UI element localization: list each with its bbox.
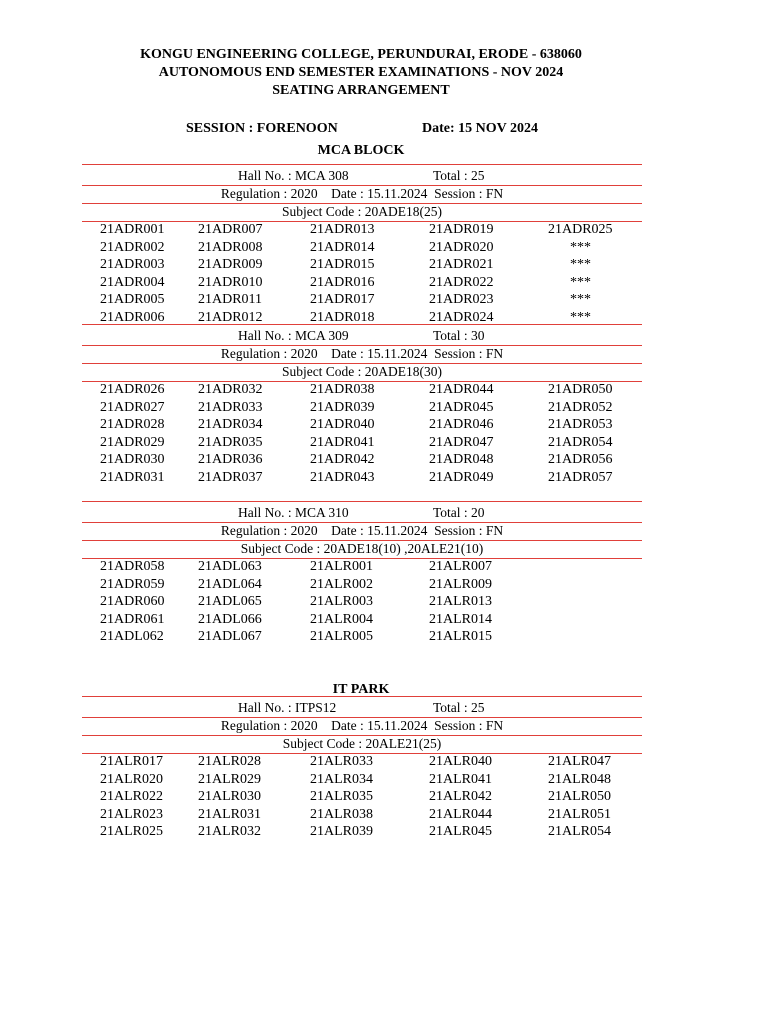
- roll-number: 21ADR044: [429, 382, 494, 397]
- hall-number: Hall No. : MCA 308: [238, 168, 349, 183]
- session-date: Date: 15 NOV 2024: [422, 121, 539, 136]
- roll-number: 21ALR002: [310, 576, 373, 592]
- roll-number: 21ADL063: [198, 559, 262, 574]
- roll-number: 21ALR025: [100, 824, 163, 840]
- subject-code: Subject Code : 20ADE18(25): [281, 204, 443, 219]
- hall-total: Total : 25: [433, 700, 485, 715]
- roll-number: 21ADR047: [429, 434, 494, 450]
- roll-number: 21ADR006: [100, 310, 165, 325]
- roll-number: 21ADR026: [100, 382, 165, 397]
- roll-number: 21ADR053: [548, 417, 613, 433]
- roll-number: 21ALR005: [310, 629, 373, 645]
- roll-number: 21ADR004: [100, 274, 165, 290]
- roll-number: ***: [570, 292, 591, 308]
- roll-number: 21ADR035: [198, 434, 263, 450]
- roll-number: 21ALR038: [310, 806, 373, 822]
- hall-number: Hall No. : MCA 309: [238, 328, 349, 343]
- roll-number: 21ADR048: [429, 452, 494, 468]
- divider: [82, 164, 642, 165]
- roll-number: 21ALR045: [429, 824, 492, 840]
- roll-number: 21ADR013: [310, 222, 375, 237]
- roll-number: 21ALR029: [198, 771, 261, 787]
- roll-number: 21ADR046: [429, 417, 494, 433]
- regulation-line: Regulation : 2020 Date : 15.11.2024 Session : FN: [220, 523, 504, 538]
- roll-number: 21ALR023: [100, 806, 163, 822]
- roll-number: 21ADR028: [100, 417, 165, 433]
- roll-number: 21ADR045: [429, 399, 494, 415]
- roll-number: 21ADL066: [198, 611, 262, 627]
- roll-number: 21ALR022: [100, 789, 163, 805]
- roll-number: 21ADR001: [100, 222, 165, 237]
- roll-number: 21ALR014: [429, 611, 492, 627]
- roll-number: 21ADR007: [198, 222, 263, 237]
- subject-code: Subject Code : 20ADE18(10) ,20ALE21(10): [240, 541, 484, 556]
- hall-number: Hall No. : ITPS12: [238, 700, 337, 715]
- roll-number: 21ALR050: [548, 789, 611, 805]
- roll-number: 21ALR039: [310, 824, 373, 840]
- block-title: IT PARK: [332, 682, 390, 697]
- block-title: MCA BLOCK: [317, 143, 405, 158]
- roll-number: 21ADR024: [429, 310, 494, 325]
- roll-number: 21ADR012: [198, 310, 263, 325]
- regulation-line: Regulation : 2020 Date : 15.11.2024 Session : FN: [220, 718, 504, 733]
- roll-number: 21ADR016: [310, 274, 375, 290]
- roll-number: 21ADR041: [310, 434, 375, 450]
- roll-number: 21ALR040: [429, 754, 492, 769]
- hall-total: Total : 30: [433, 328, 485, 343]
- roll-number: 21ALR035: [310, 789, 373, 805]
- roll-number: 21ADR042: [310, 452, 375, 468]
- roll-number: 21ADR052: [548, 399, 613, 415]
- roll-number: 21ADR017: [310, 292, 375, 308]
- roll-number: 21ADR021: [429, 257, 494, 273]
- roll-number: 21ALR009: [429, 576, 492, 592]
- roll-number: 21ADR029: [100, 434, 165, 450]
- roll-number: 21ALR034: [310, 771, 373, 787]
- roll-number: 21ADR036: [198, 452, 263, 468]
- roll-number: ***: [570, 274, 591, 290]
- exam-title: AUTONOMOUS END SEMESTER EXAMINATIONS - NOV 2024: [158, 65, 564, 80]
- roll-number: 21ADR010: [198, 274, 263, 290]
- roll-number: 21ADR031: [100, 470, 165, 485]
- roll-number: 21ADR002: [100, 239, 165, 255]
- roll-number: 21ADR005: [100, 292, 165, 308]
- roll-number: 21ADL062: [100, 629, 164, 645]
- divider: [82, 696, 642, 697]
- roll-number: 21ADR033: [198, 399, 263, 415]
- roll-number: 21ADR015: [310, 257, 375, 273]
- roll-number: 21ADR037: [198, 470, 263, 485]
- roll-number: 21ALR030: [198, 789, 261, 805]
- roll-number: 21ALR041: [429, 771, 492, 787]
- roll-number: ***: [570, 239, 591, 255]
- roll-number: 21ADR003: [100, 257, 165, 273]
- roll-number: 21ADL067: [198, 629, 262, 645]
- roll-number: 21ADR058: [100, 559, 165, 574]
- roll-number: 21ADR022: [429, 274, 494, 290]
- roll-number: 21ADR019: [429, 222, 494, 237]
- roll-number: 21ADR050: [548, 382, 613, 397]
- regulation-line: Regulation : 2020 Date : 15.11.2024 Session : FN: [220, 186, 504, 201]
- roll-number: 21ALR033: [310, 754, 373, 769]
- roll-number: 21ADR054: [548, 434, 613, 450]
- roll-number: 21ADR027: [100, 399, 165, 415]
- roll-number: 21ADL065: [198, 594, 262, 610]
- hall-row: [82, 167, 642, 185]
- roll-number: 21ADR014: [310, 239, 375, 255]
- hall-row: [82, 699, 642, 717]
- roll-number: 21ADR008: [198, 239, 263, 255]
- regulation-line: Regulation : 2020 Date : 15.11.2024 Session : FN: [220, 346, 504, 361]
- roll-number: 21ADR061: [100, 611, 165, 627]
- roll-number: 21ALR020: [100, 771, 163, 787]
- roll-number: 21ALR015: [429, 629, 492, 645]
- roll-number: 21ADR039: [310, 399, 375, 415]
- roll-number: 21ALR004: [310, 611, 373, 627]
- roll-number: 21ADR032: [198, 382, 263, 397]
- roll-number: 21ALR032: [198, 824, 261, 840]
- roll-number: 21ADR057: [548, 470, 613, 485]
- college-title: KONGU ENGINEERING COLLEGE, PERUNDURAI, ERODE - 638060: [140, 47, 582, 62]
- roll-number: 21ADR040: [310, 417, 375, 433]
- roll-number: 21ADR034: [198, 417, 263, 433]
- roll-number: 21ADR011: [198, 292, 263, 308]
- divider: [82, 501, 642, 502]
- roll-number: 21ADR020: [429, 239, 494, 255]
- hall-total: Total : 25: [433, 168, 485, 183]
- roll-number: 21ALR054: [548, 824, 611, 840]
- roll-number: 21ALR028: [198, 754, 261, 769]
- session-label: SESSION : FORENOON: [186, 121, 338, 136]
- roll-number: 21ADR018: [310, 310, 375, 325]
- roll-number: 21ADR023: [429, 292, 494, 308]
- roll-number: 21ALR042: [429, 789, 492, 805]
- hall-total: Total : 20: [433, 505, 485, 520]
- roll-number: ***: [570, 310, 591, 325]
- subject-code: Subject Code : 20ADE18(30): [281, 364, 443, 379]
- roll-number: ***: [570, 257, 591, 273]
- roll-number: 21ALR007: [429, 559, 492, 574]
- roll-number: 21ALR013: [429, 594, 492, 610]
- roll-number: 21ADR049: [429, 470, 494, 485]
- roll-number: 21ALR048: [548, 771, 611, 787]
- roll-number: 21ADR056: [548, 452, 613, 468]
- roll-number: 21ALR031: [198, 806, 261, 822]
- hall-row: [82, 327, 642, 345]
- roll-number: 21ALR017: [100, 754, 163, 769]
- roll-number: 21ADR009: [198, 257, 263, 273]
- hall-row: [82, 504, 642, 522]
- roll-number: 21ALR051: [548, 806, 611, 822]
- roll-number: 21ALR047: [548, 754, 611, 769]
- roll-number: 21ADR025: [548, 222, 613, 237]
- roll-number: 21ADR060: [100, 594, 165, 610]
- roll-number: 21ALR001: [310, 559, 373, 574]
- roll-number: 21ADR059: [100, 576, 165, 592]
- roll-number: 21ADR038: [310, 382, 375, 397]
- roll-number: 21ADR043: [310, 470, 375, 485]
- subject-code: Subject Code : 20ALE21(25): [282, 736, 442, 751]
- divider: [82, 324, 642, 325]
- roll-number: 21ALR044: [429, 806, 492, 822]
- roll-number: 21ADR030: [100, 452, 165, 468]
- hall-number: Hall No. : MCA 310: [238, 505, 349, 520]
- document-title: SEATING ARRANGEMENT: [272, 83, 450, 98]
- roll-number: 21ADL064: [198, 576, 262, 592]
- roll-number: 21ALR003: [310, 594, 373, 610]
